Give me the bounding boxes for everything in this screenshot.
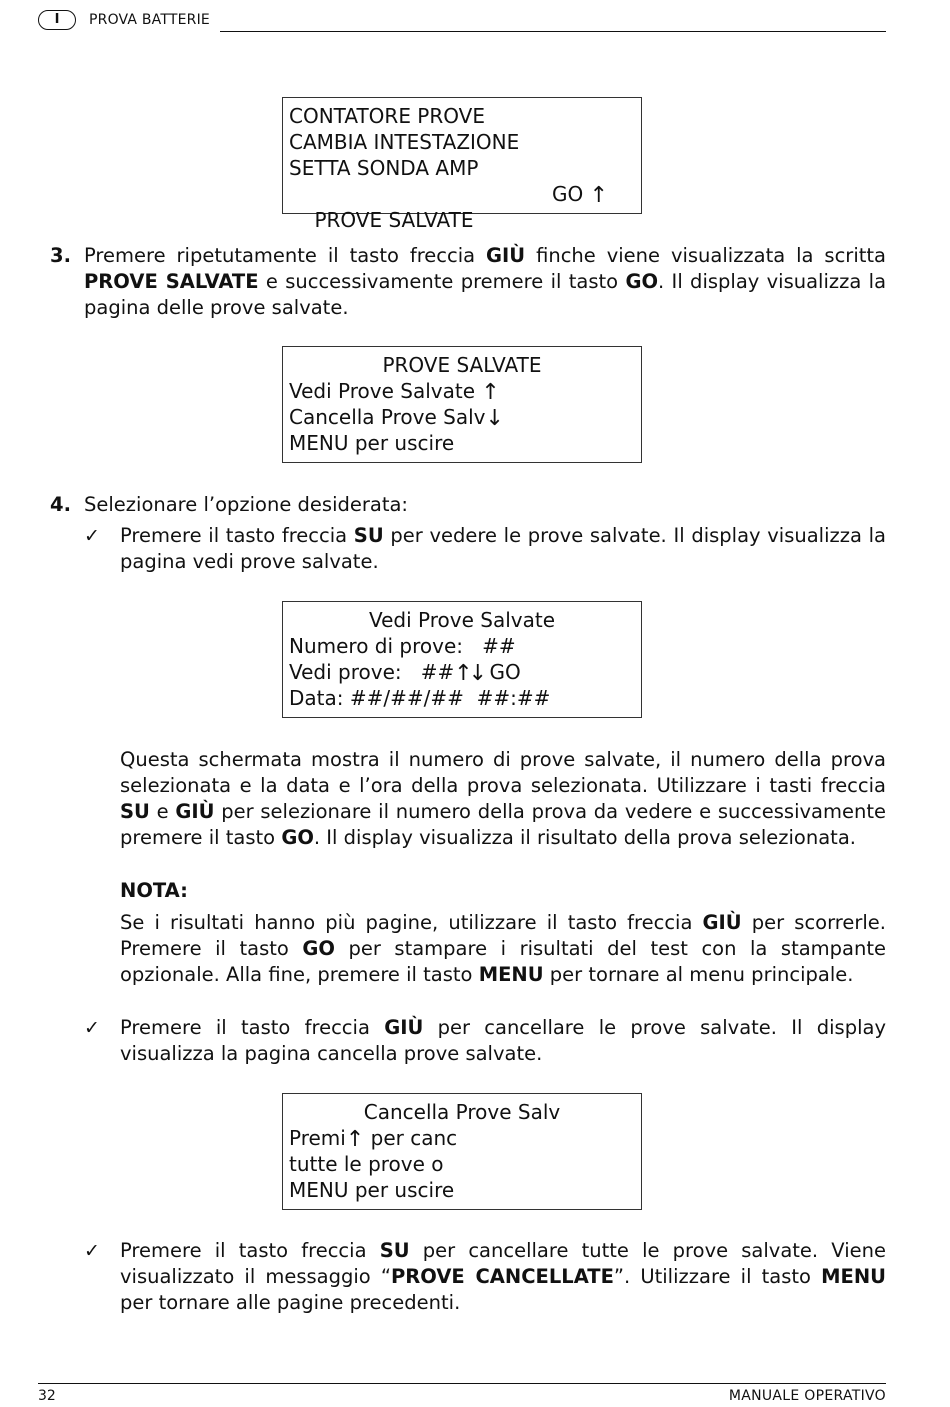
go-label: GO	[552, 182, 584, 206]
arrow-down-icon: ↓	[485, 406, 504, 431]
language-badge: I	[38, 10, 76, 30]
section-title: PROVA BATTERIE	[89, 12, 210, 28]
note-heading: NOTA:	[120, 879, 188, 902]
display-prove-salvate	[282, 346, 642, 463]
page-number: 32	[38, 1388, 56, 1404]
display-row: Premi↑ per canc	[289, 1126, 458, 1152]
display-main-menu	[282, 97, 642, 232]
step-number: 4.	[50, 493, 71, 516]
page-header	[38, 10, 886, 36]
step-4-text: Selezionare l’opzione desiderata:	[84, 493, 408, 516]
display-row: CONTATORE PROVE	[289, 104, 485, 128]
display-row: SETTA SONDA AMP	[289, 156, 479, 180]
display-row-label: PROVE SALVATE	[314, 208, 474, 232]
display-row	[289, 181, 641, 232]
display-title: Vedi Prove Salvate	[368, 608, 555, 632]
display-row: Data: ##/##/## ##:##	[289, 686, 551, 710]
checkmark-icon: ✓	[84, 1017, 100, 1039]
display-title: PROVE SALVATE	[382, 353, 542, 377]
display-row: tutte le prove o	[289, 1152, 444, 1176]
display-row: Cancella Prove Salv↓	[289, 405, 504, 431]
arrow-up-down-icon: ↑↓	[454, 661, 484, 686]
step-3-text: Premere ripetutamente il tasto freccia GIÙ finche viene visualizzata la scritta PROVE SALVATE e successivamente premere il tasto GO. Il display visualizza la pagina delle prove salvate.	[84, 244, 887, 319]
display-vedi-prove	[282, 601, 642, 718]
note-text: Se i risultati hanno più pagine, utilizzare il tasto freccia GIÙ per scorrerle. Premere il tasto GO per stampare i risultati del test con la stampante opzionale. Alla fine, premere il tasto MENU per tornare al menu principale.	[120, 911, 886, 986]
display-row: Vedi prove: ##↑↓ GO	[289, 660, 521, 686]
display-go	[552, 181, 608, 207]
checkmark-icon: ✓	[84, 1240, 100, 1262]
option-delete-text: Premere il tasto freccia GIÙ per cancellare le prove salvate. Il display visualizza la pagina cancella prove salvate.	[120, 1016, 886, 1065]
arrow-up-icon: ↑	[481, 380, 500, 405]
header-rule	[220, 31, 886, 32]
step-number: 3.	[50, 244, 71, 267]
display-row: Vedi Prove Salvate ↑	[289, 379, 500, 405]
arrow-up-icon: ↑	[345, 1127, 365, 1152]
display-row: Numero di prove: ##	[289, 634, 516, 658]
option-view-text: Premere il tasto freccia SU per vedere le prove salvate. Il display visualizza la pagina vedi prove salvate.	[120, 524, 886, 573]
arrow-up-icon: ↑	[589, 183, 609, 208]
display-row: MENU per uscire	[289, 431, 455, 455]
display-title: Cancella Prove Salv	[363, 1100, 561, 1124]
manual-title: MANUALE OPERATIVO	[728, 1388, 886, 1404]
checkmark-icon: ✓	[84, 525, 100, 547]
option-confirm-delete-text: Premere il tasto freccia SU per cancellare tutte le prove salvate. Viene visualizzato il messaggio “PROVE CANCELLATE”. Utilizzare il tasto MENU per tornare alle pagine precedenti.	[120, 1239, 887, 1314]
display-row: MENU per uscire	[289, 1178, 455, 1202]
display-cancella-prove	[282, 1093, 642, 1210]
page-footer	[38, 1383, 886, 1406]
info-paragraph: Questa schermata mostra il numero di prove salvate, il numero della prova selezionata e la data e l’ora della prova selezionata. Utilizzare i tasti freccia SU e GIÙ per selezionare il numero della prova da vedere e successivamente premere il tasto GO. Il display visualizza il risultato della prova selezionata.	[120, 748, 886, 849]
display-row: CAMBIA INTESTAZIONE	[289, 130, 520, 154]
